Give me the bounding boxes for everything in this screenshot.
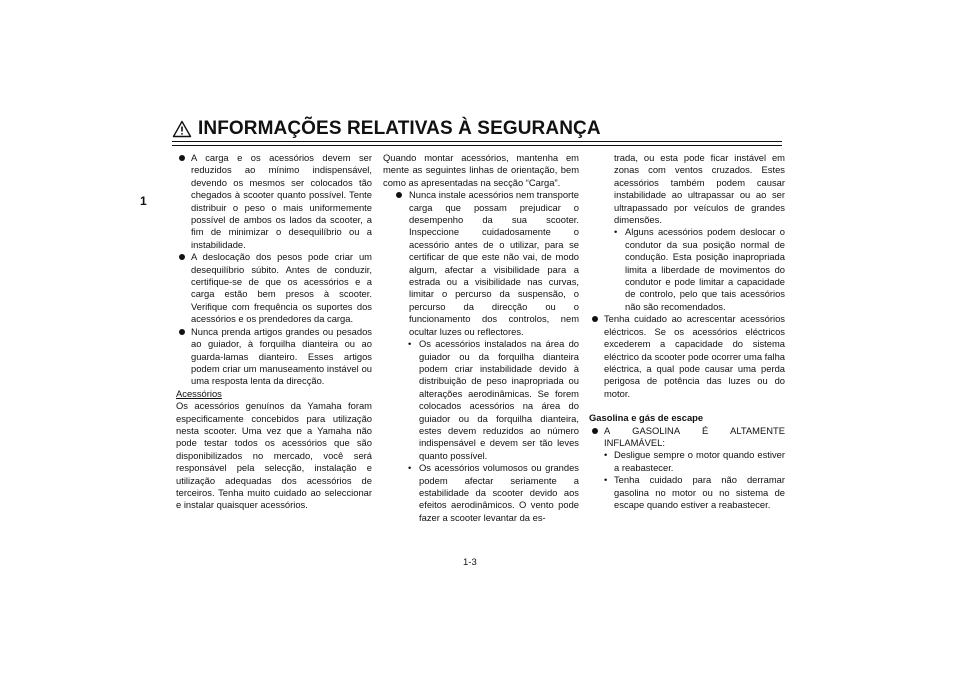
bullet-gasoline-flammable: A GASOLINA É ALTAMENTE INFLAMÁVEL:	[589, 425, 785, 450]
guidelines-paragraph: Quando montar acessórios, mantenha em mente as seguintes linhas de orientação, bem como as apresentadas na secção “Carga”.	[383, 152, 579, 188]
page-title: INFORMAÇÕES RELATIVAS À SEGURANÇA	[198, 118, 601, 139]
sub-bullet-bulky-accessories: • Os acessórios volumosos ou grandes podem afectar seriamente a estabilidade da scooter devido aos efeitos aerodinâmicos. O vento pode fazer a scooter levantar da es-	[383, 462, 579, 524]
header-rule-thin	[172, 145, 782, 146]
section-heading-gasoline: Gasolina e gás de escape	[589, 412, 704, 424]
header-rule-thick	[172, 141, 782, 142]
warning-triangle-icon	[172, 120, 192, 138]
bullet-heavy-items: Nunca prenda artigos grandes ou pesados ao guiador, à forquilha dianteira ou ao guarda-lamas dianteiro. Esses artigos podem criar um manuseamento instável ou uma resposta lenta da direcção.	[176, 326, 372, 388]
sub-bullet-handlebar-accessories: • Os acessórios instalados na área do guiador ou da forquilha dianteira podem criar instabilidade devido à distribuição de peso inapropriada ou alterações aerodinâmicas. Se forem colocados acessórios na área do guiador ou da forquilha dianteira, estes devem reduzidos ao número indispensável e devem ser tão leves quanto possível.	[383, 338, 579, 462]
page-number: 1-3	[463, 557, 477, 568]
accessories-paragraph: Os acessórios genuínos da Yamaha foram especificamente concebidos para utilização nesta scooter. Uma vez que a Yamaha não pode testar todos os acessórios que são disponibilizados no mercado, você será responsável pela selecção, instalação e utilização adequadas dos acessórios de terceiros. Tenha muito cuidado ao seleccionar e instalar quaisquer acessórios.	[176, 400, 372, 511]
chapter-tab: 1	[140, 194, 147, 208]
column-1	[176, 152, 372, 512]
column-3	[589, 152, 785, 511]
sub-bullet-no-spill: • Tenha cuidado para não derramar gasolina no motor ou no sistema de escape quando estiver a reabastecer.	[589, 474, 785, 511]
bullet-electrical-accessories: Tenha cuidado ao acrescentar acessórios eléctricos. Se os acessórios eléctricos excederem a capacidade do sistema eléctrico da scooter pode ocorrer uma falha eléctrica, a qual pode causar uma perda perigosa de potência das luzes ou do motor.	[589, 313, 785, 400]
bullet-weight-shift: A deslocação dos pesos pode criar um desequilíbrio súbito. Antes de conduzir, certifique-se de que os acessórios e a carga estão bem presos à scooter. Verifique com frequência os suportes dos acessórios e os prendedores da carga.	[176, 251, 372, 325]
column-2	[383, 152, 579, 524]
sub-bullet-engine-off: • Desligue sempre o motor quando estiver a reabastecer.	[589, 449, 785, 474]
bullet-never-install: Nunca instale acessórios nem transporte carga que possam prejudicar o desempenho da sua scooter. Inspeccione cuidadosamente o acessório antes de o utilizar, para se certificar de que este não vai, de modo algum, afectar a visibilidade para a estrada ou a visibilidade nas curvas, limitar o percurso da suspensão, o percurso da direcção ou o funcionamento dos controlos, nem ocultar luzes ou reflectores.	[383, 189, 579, 338]
bullet-load-reduced: A carga e os acessórios devem ser reduzidos ao mínimo indispensável, devendo os mesmos ser colocados tão chegados à scooter quanto possível. Tente distribuir o peso o mais uniformemente possível de ambos os lados da scooter, a fim de minimizar o desequilíbrio ou a instabilidade.	[176, 152, 372, 251]
sub-bullet-rider-position: • Alguns acessórios podem deslocar o condutor da sua posição normal de condução. Esta posição inapropriada limita a liberdade de movimentos do condutor e pode limitar a capacidade de controlo, pelo que tais acessórios não são recomendados.	[589, 226, 785, 313]
page-header	[172, 118, 782, 140]
continuation-text: trada, ou esta pode ficar instável em zonas com ventos cruzados. Estes acessórios também podem causar instabilidade ao ultrapassar ou ao ser ultrapassado por veículos de grandes dimensões.	[614, 152, 785, 226]
section-heading-accessories: Acessórios	[176, 387, 222, 399]
